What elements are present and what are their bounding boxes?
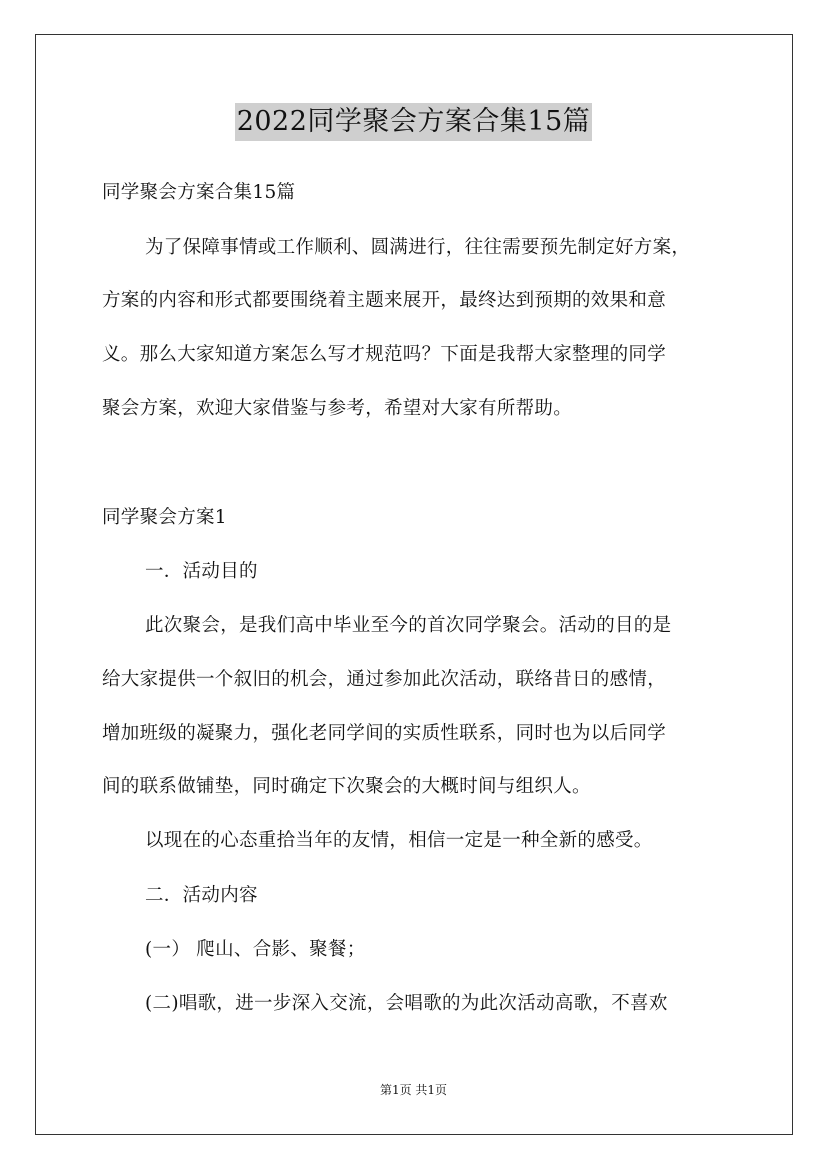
paragraph-line: 方案的内容和形式都要围绕着主题来展开，最终达到预期的效果和意	[102, 290, 667, 311]
paragraph-line: 增加班级的凝聚力，强化老同学间的实质性联系，同时也为以后同学	[102, 723, 667, 744]
paragraph-line: 以现在的心态重拾当年的友情，相信一定是一种全新的感受。	[145, 830, 653, 851]
subsection-heading: 二．活动内容	[145, 885, 258, 906]
paragraph-line: 义。那么大家知道方案怎么写才规范吗？下面是我帮大家整理的同学	[102, 344, 667, 365]
paragraph-line: 为了保障事情或工作顺利、圆满进行，往往需要预先制定好方案，	[145, 237, 691, 258]
list-item: (一） 爬山、合影、聚餐；	[145, 939, 366, 960]
title-container	[0, 103, 827, 141]
paragraph-line: 间的联系做铺垫，同时确定下次聚会的大概时间与组织人。	[102, 776, 591, 797]
subsection-heading: 一．活动目的	[145, 561, 258, 582]
paragraph-line: 此次聚会，是我们高中毕业至今的首次同学聚会。活动的目的是	[145, 615, 672, 636]
list-item: (二)唱歌，进一步深入交流，会唱歌的为此次活动高歌，不喜欢	[145, 993, 668, 1014]
section-heading: 同学聚会方案1	[102, 507, 227, 528]
paragraph-line: 聚会方案，欢迎大家借鉴与参考，希望对大家有所帮助。	[102, 398, 573, 419]
page-number: 第1页 共1页	[379, 1083, 448, 1097]
paragraph-line: 给大家提供一个叙旧的机会，通过参加此次活动，联络昔日的感情，	[102, 669, 667, 690]
document-subtitle: 同学聚会方案合集15篇	[102, 182, 296, 203]
document-title: 2022同学聚会方案合集15篇	[235, 103, 593, 141]
